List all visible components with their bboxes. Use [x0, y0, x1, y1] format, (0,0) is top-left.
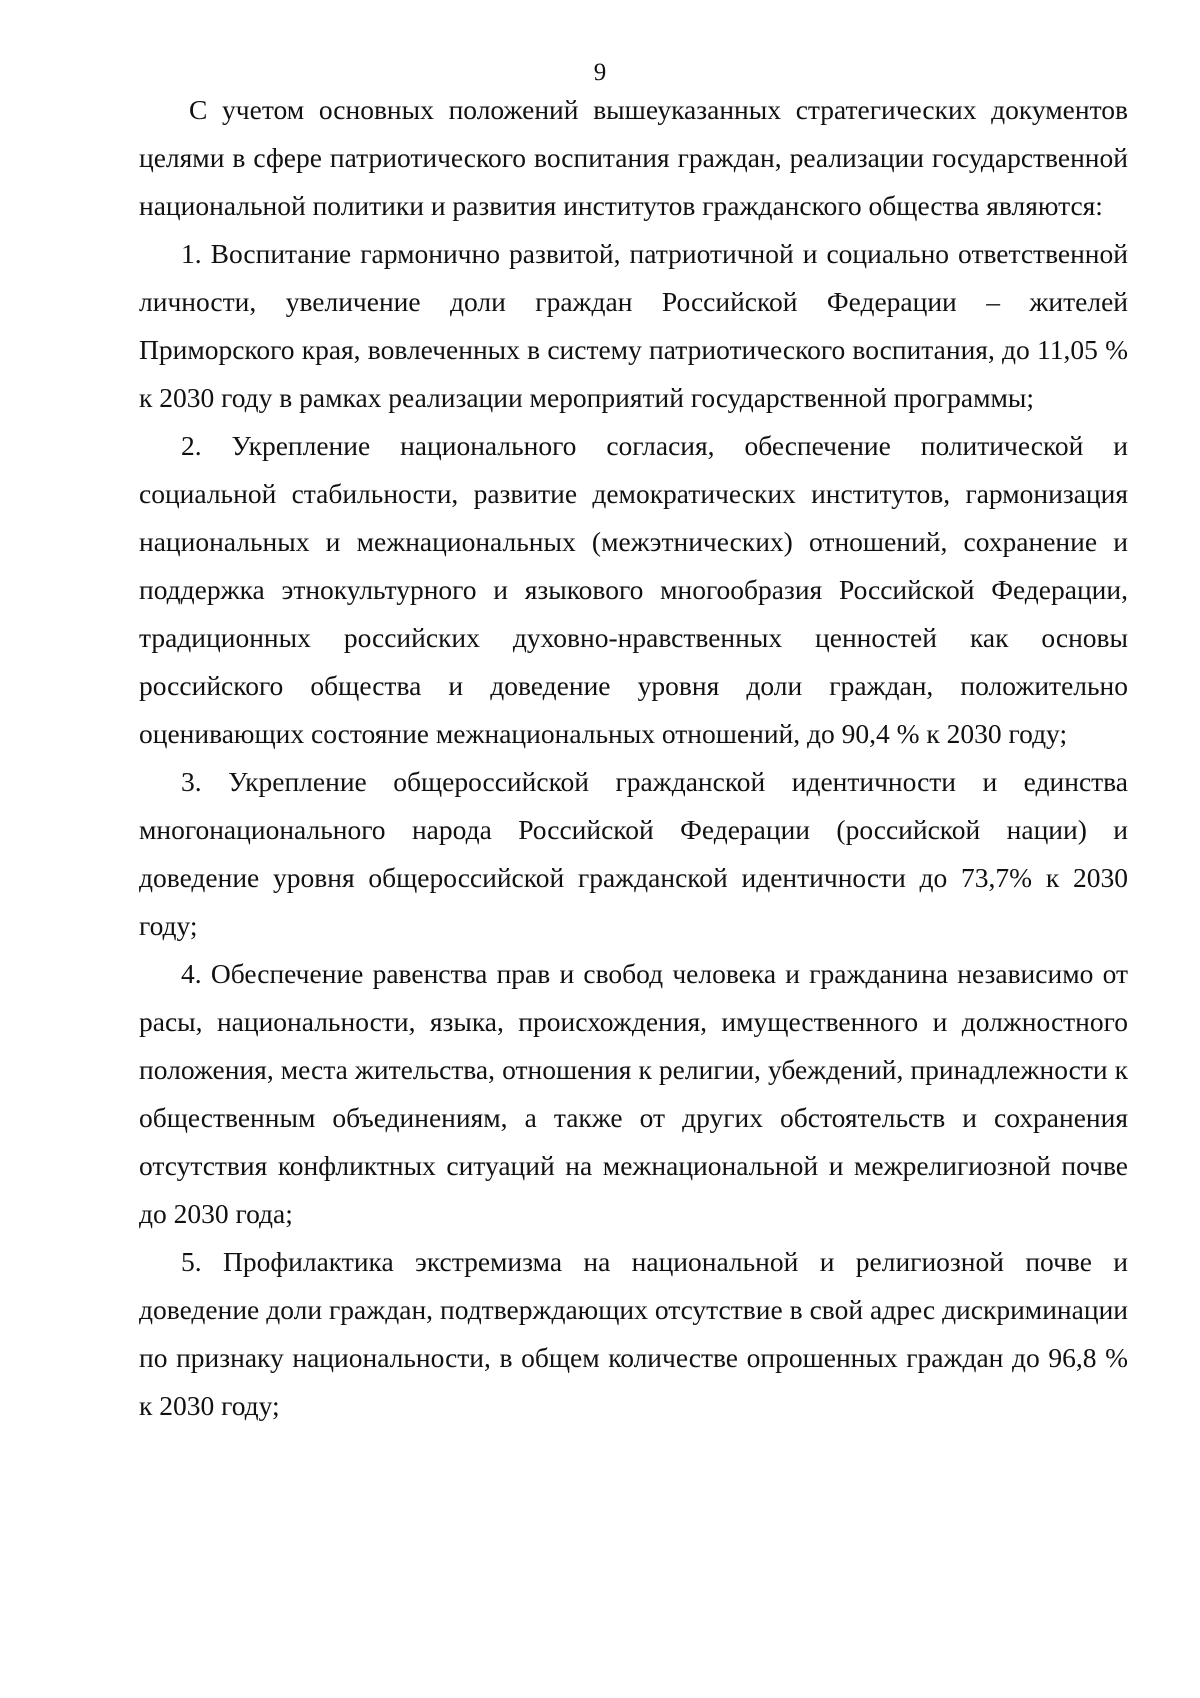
goal-item-3: 3. Укрепление общероссийской гражданской идентичности и единства многонационального народа Российской Федерации (российской нации) и доведение уровня общероссийской гражданской идентичности до 73,7% к 2030 году; — [139, 766, 1128, 941]
goal-item-1: 1. Воспитание гармонично развитой, патриотичной и социально ответственной личности, увеличение доли граждан Российской Федерации – жителей Приморского края, вовлеченных в систему патриотического воспитания, до 11,05 % к 2030 году в рамках реализации мероприятий государственной программы; — [139, 238, 1128, 413]
goal-item-4: 4. Обеспечение равенства прав и свобод человека и гражданина независимо от расы, национальности, языка, происхождения, имущественного и должностного положения, места жительства, отношения к религии, убеждений, принадлежности к общественным объединениям, а также от других обстоятельств и сохранения отсутствия конфликтных ситуаций на межнациональной и межрелигиозной почве до 2030 года; — [139, 958, 1128, 1229]
page-number: 9 — [593, 59, 607, 86]
intro-paragraph: С учетом основных положений вышеуказанных стратегических документов целями в сфере патриотического воспитания граждан, реализации государственной национальной политики и развития институтов гражданского общества являются: — [139, 94, 1128, 221]
goal-item-2: 2. Укрепление национального согласия, обеспечение политической и социальной стабильности, развитие демократических институтов, гармонизация национальных и межнациональных (межэтнических) отношений, сохранение и поддержка этнокультурного и языкового многообразия Российской Федерации, традиционных российских духовно-нравственных ценностей как основы российского общества и доведение уровня доли граждан, положительно оценивающих состояние межнациональных отношений, до 90,4 % к 2030 году; — [139, 430, 1128, 749]
document-body — [139, 86, 1128, 1430]
goal-item-5: 5. Профилактика экстремизма на национальной и религиозной почве и доведение доли граждан, подтверждающих отсутствие в свой адрес дискриминации по признаку национальности, в общем количестве опрошенных граждан до 96,8 % к 2030 году; — [139, 1246, 1128, 1421]
